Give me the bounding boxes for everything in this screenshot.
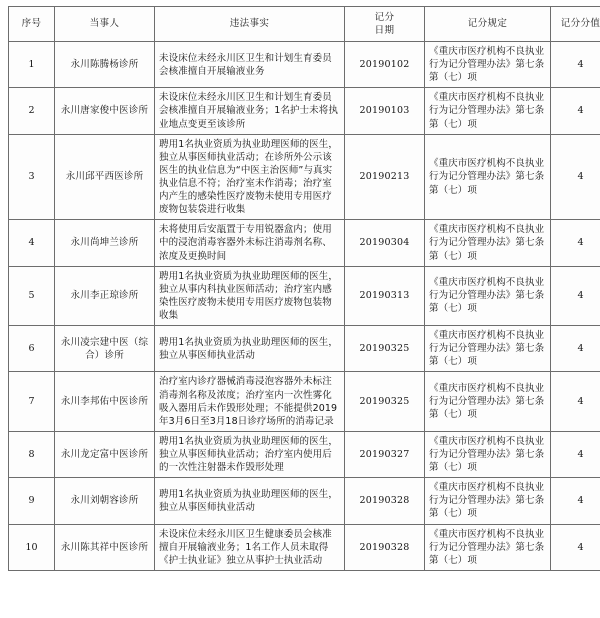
cell-record-rule: 《重庆市医疗机构不良执业行为记分管理办法》第七条第（七）项 — [425, 220, 551, 266]
cell-party-name: 永川刘朝容诊所 — [55, 478, 155, 524]
cell-party-name: 永川李正琼诊所 — [55, 266, 155, 325]
cell-record-score: 4 — [551, 42, 600, 88]
cell-party-name: 永川唐家俊中医诊所 — [55, 88, 155, 134]
cell-record-score: 4 — [551, 88, 600, 134]
cell-index-number: 10 — [9, 524, 55, 570]
column-header-index: 序号 — [9, 7, 55, 42]
cell-party-name: 永川龙定富中医诊所 — [55, 431, 155, 477]
cell-record-rule: 《重庆市医疗机构不良执业行为记分管理办法》第七条第（七）项 — [425, 524, 551, 570]
cell-index-number: 8 — [9, 431, 55, 477]
cell-record-date: 20190103 — [345, 88, 425, 134]
table-row — [9, 220, 600, 266]
cell-record-date: 20190325 — [345, 326, 425, 372]
cell-record-score: 4 — [551, 478, 600, 524]
cell-record-score: 4 — [551, 372, 600, 431]
cell-record-score: 4 — [551, 266, 600, 325]
cell-violation-fact: 治疗室内诊疗器械消毒浸泡容器外未标注消毒剂名称及浓度；治疗室内一次性雾化吸入器用后未作毁形处理；不能提供2019年3月6日至3月18日诊疗场所的消毒记录 — [155, 372, 345, 431]
column-header-date-line1: 记分 — [374, 11, 395, 23]
cell-record-date: 20190328 — [345, 524, 425, 570]
cell-record-date: 20190304 — [345, 220, 425, 266]
cell-index-number: 7 — [9, 372, 55, 431]
cell-index-number: 4 — [9, 220, 55, 266]
cell-violation-fact: 聘用1名执业资质为执业助理医师的医生，独立从事内科执业医师活动；治疗室内感染性医疗废物未使用专用医疗废物包装物收集 — [155, 266, 345, 325]
column-header-date — [345, 7, 425, 42]
cell-violation-fact: 聘用1名执业资质为执业助理医师的医生，独立从事医师执业活动；治疗室内使用后的一次性注射器未作毁形处理 — [155, 431, 345, 477]
violation-record-table — [8, 6, 600, 571]
cell-violation-fact: 聘用1名执业资质为执业助理医师的医生，独立从事医师执业活动 — [155, 478, 345, 524]
cell-party-name: 永川李邦佑中医诊所 — [55, 372, 155, 431]
table-row — [9, 88, 600, 134]
cell-record-score: 4 — [551, 220, 600, 266]
table-body — [9, 42, 600, 571]
cell-index-number: 6 — [9, 326, 55, 372]
cell-index-number: 9 — [9, 478, 55, 524]
column-header-party: 当事人 — [55, 7, 155, 42]
cell-violation-fact: 未设床位未经永川区卫生健康委员会核准擅自开展输液业务；1名工作人员未取得《护士执业证》独立从事护士执业活动 — [155, 524, 345, 570]
cell-party-name: 永川尚坤兰诊所 — [55, 220, 155, 266]
cell-record-rule: 《重庆市医疗机构不良执业行为记分管理办法》第七条第（七）项 — [425, 266, 551, 325]
table-row — [9, 524, 600, 570]
cell-record-date: 20190328 — [345, 478, 425, 524]
cell-violation-fact: 聘用1名执业资质为执业助理医师的医生，独立从事医师执业活动 — [155, 326, 345, 372]
table-header — [9, 7, 600, 42]
cell-party-name: 永川邱平西医诊所 — [55, 134, 155, 220]
cell-record-score: 4 — [551, 326, 600, 372]
cell-violation-fact: 聘用1名执业资质为执业助理医师的医生，独立从事医师执业活动；在诊所外公示该医生的执业信息为“中医主治医师”与真实执业信息不符；治疗室未作消毒；治疗室内产生的感染性医疗废物未使用专用医疗废物包装袋进行收集 — [155, 134, 345, 220]
table-row — [9, 134, 600, 220]
cell-record-score: 4 — [551, 524, 600, 570]
cell-record-date: 20190327 — [345, 431, 425, 477]
cell-party-name: 永川陈其祥中医诊所 — [55, 524, 155, 570]
cell-party-name: 永川凌宗建中医（综合）诊所 — [55, 326, 155, 372]
cell-record-date: 20190102 — [345, 42, 425, 88]
column-header-fact: 违法事实 — [155, 7, 345, 42]
cell-record-rule: 《重庆市医疗机构不良执业行为记分管理办法》第七条第（七）项 — [425, 431, 551, 477]
header-row — [9, 7, 600, 42]
cell-index-number: 5 — [9, 266, 55, 325]
column-header-date-line2: 日期 — [374, 25, 395, 36]
cell-violation-fact: 未将使用后安瓿置于专用锐器盒内；使用中的浸泡消毒容器外未标注消毒剂名称、浓度及更换时间 — [155, 220, 345, 266]
cell-index-number: 2 — [9, 88, 55, 134]
cell-index-number: 1 — [9, 42, 55, 88]
cell-index-number: 3 — [9, 134, 55, 220]
table-row — [9, 326, 600, 372]
cell-record-date: 20190213 — [345, 134, 425, 220]
cell-record-rule: 《重庆市医疗机构不良执业行为记分管理办法》第七条第（七）项 — [425, 42, 551, 88]
table-row — [9, 42, 600, 88]
cell-violation-fact: 未设床位未经永川区卫生和计划生育委员会核准擅自开展输液业务 — [155, 42, 345, 88]
cell-record-rule: 《重庆市医疗机构不良执业行为记分管理办法》第七条第（七）项 — [425, 478, 551, 524]
table-row — [9, 478, 600, 524]
table-row — [9, 372, 600, 431]
cell-record-rule: 《重庆市医疗机构不良执业行为记分管理办法》第七条第（七）项 — [425, 88, 551, 134]
cell-record-score: 4 — [551, 431, 600, 477]
column-header-rule: 记分规定 — [425, 7, 551, 42]
cell-record-date: 20190325 — [345, 372, 425, 431]
table-row — [9, 431, 600, 477]
table-row — [9, 266, 600, 325]
cell-record-rule: 《重庆市医疗机构不良执业行为记分管理办法》第七条第（七）项 — [425, 326, 551, 372]
cell-record-rule: 《重庆市医疗机构不良执业行为记分管理办法》第七条第（七）项 — [425, 372, 551, 431]
cell-record-date: 20190313 — [345, 266, 425, 325]
column-header-score: 记分分值 — [551, 7, 600, 42]
cell-party-name: 永川陈腾杨诊所 — [55, 42, 155, 88]
cell-violation-fact: 未设床位未经永川区卫生和计划生育委员会核准擅自开展输液业务；1名护士未将执业地点变更至该诊所 — [155, 88, 345, 134]
cell-record-rule: 《重庆市医疗机构不良执业行为记分管理办法》第七条第（七）项 — [425, 134, 551, 220]
cell-record-score: 4 — [551, 134, 600, 220]
